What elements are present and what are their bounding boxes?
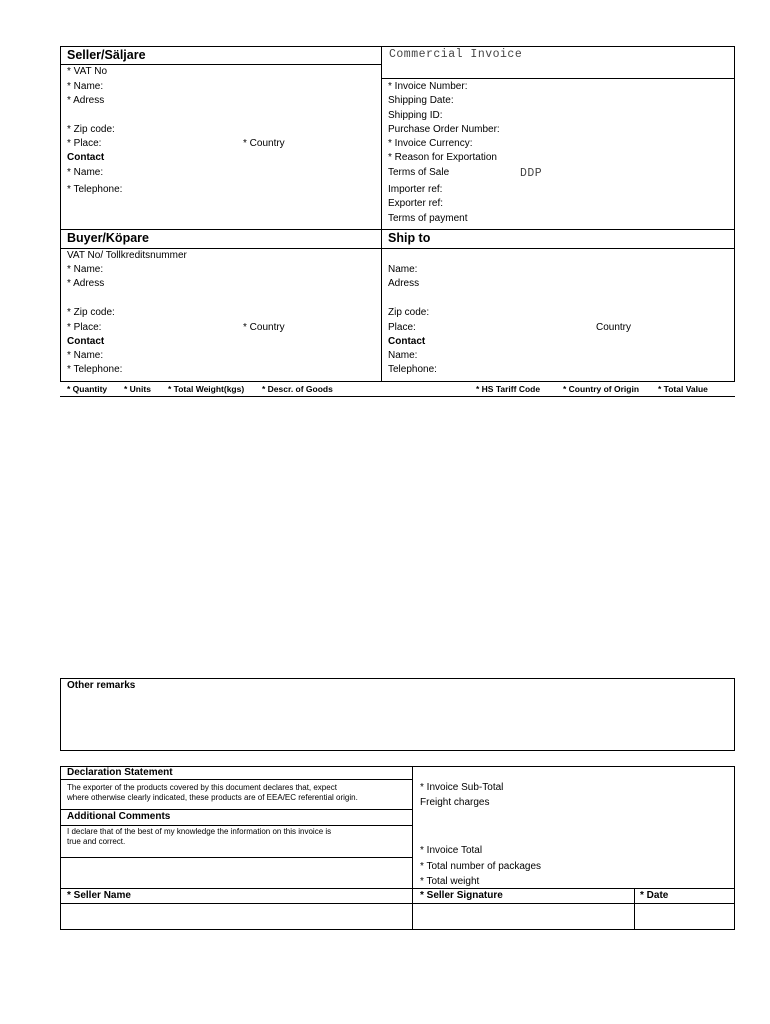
importer-ref-label: Importer ref: [388,184,443,195]
total-packages-label: * Total number of packages [420,861,542,872]
seller-telephone-label: * Telephone: [67,184,123,195]
address-section-divider [381,46,382,382]
invoice-title: Commercial Invoice [389,48,523,61]
ship-to-title: Ship to [388,231,431,245]
buyer-vat-label: VAT No/ Tollkreditsnummer [67,250,187,261]
comments-title: Additional Comments [67,811,171,822]
exporter-ref-label: Exporter ref: [388,198,444,209]
seller-place-label: * Place: [67,138,102,149]
invoice-total-label: * Invoice Total [420,845,483,856]
reason-for-exportation-label: * Reason for Exportation [388,152,497,163]
seller-vat-label: * VAT No [67,66,108,77]
declaration-divider [412,766,413,889]
declaration-title: Declaration Statement [67,767,173,778]
ship-to-zip-label: Zip code: [388,307,430,318]
ship-to-telephone-label: Telephone: [388,364,437,375]
terms-of-payment-label: Terms of payment [388,213,468,224]
seller-country-label: * Country [243,138,285,149]
seller-header-underline [60,64,381,65]
invoice-subtotal-label: * Invoice Sub-Total [420,782,504,793]
other-remarks-title: Other remarks [67,680,136,691]
buyer-place-label: * Place: [67,322,102,333]
col-total-value: * Total Value [658,384,708,394]
declaration-line-2: where otherwise clearly indicated, these products are of EEA/EC referential origin. [67,793,358,802]
seller-zip-label: * Zip code: [67,124,115,135]
declaration-line-1: The exporter of the products covered by this document declares that, expect [67,783,337,792]
buyer-header-underline [60,248,735,249]
goods-header-top-rule [60,381,735,382]
buyer-zip-label: * Zip code: [67,307,115,318]
col-units: * Units [124,384,151,394]
buyer-title: Buyer/Köpare [67,231,149,245]
purchase-order-label: Purchase Order Number: [388,124,500,135]
buyer-contact-heading: Contact [67,336,105,347]
date-field[interactable] [635,904,734,929]
col-total-weight: * Total Weight(kgs) [168,384,245,394]
col-description: * Descr. of Goods [262,384,333,394]
buyer-telephone-label: * Telephone: [67,364,123,375]
seller-name-label: * Name: [67,81,104,92]
other-remarks-box [60,678,735,751]
seller-signature-heading: * Seller Signature [420,890,503,901]
col-hs-tariff-code: * HS Tariff Code [476,384,541,394]
ship-to-name-label: Name: [388,264,418,275]
shipping-id-label: Shipping ID: [388,110,443,121]
ship-to-adress-label: Adress [388,278,420,289]
shipping-date-label: Shipping Date: [388,95,454,106]
col-country-of-origin: * Country of Origin [563,384,640,394]
terms-of-sale-value: DDP [520,167,543,180]
comments-title-rule [60,825,412,826]
comments-line-1: I declare that of the best of my knowledge the information on this invoice is [67,827,332,836]
seller-contact-heading: Contact [67,152,105,163]
seller-name-heading: * Seller Name [67,890,131,901]
ship-to-country-label: Country [596,322,632,333]
ship-to-place-label: Place: [388,322,416,333]
buyer-name-label: * Name: [67,264,104,275]
invoice-title-underline [381,78,735,79]
seller-contact-name-label: * Name: [67,167,104,178]
seller-adress-label: * Adress [67,95,105,106]
invoice-number-label: * Invoice Number: [388,81,468,92]
date-heading: * Date [640,890,669,901]
terms-of-sale-label: Terms of Sale [388,167,450,178]
ship-to-contact-heading: Contact [388,336,426,347]
comments-bottom-rule [60,857,412,858]
goods-header-bottom-rule [60,396,735,397]
col-quantity: * Quantity [67,384,108,394]
declaration-title-rule [60,779,412,780]
freight-charges-label: Freight charges [420,797,490,808]
comments-top-rule [60,809,412,810]
seller-signature-field[interactable] [413,904,633,929]
buyer-country-label: * Country [243,322,285,333]
buyer-adress-label: * Adress [67,278,105,289]
invoice-currency-label: * Invoice Currency: [388,138,473,149]
total-weight-label: * Total weight [420,876,480,887]
ship-to-contact-name-label: Name: [388,350,418,361]
seller-title: Seller/Säljare [67,48,146,62]
comments-line-2: true and correct. [67,837,126,846]
buyer-contact-name-label: * Name: [67,350,104,361]
buyer-section-top [60,229,735,230]
seller-name-field[interactable] [61,904,411,929]
